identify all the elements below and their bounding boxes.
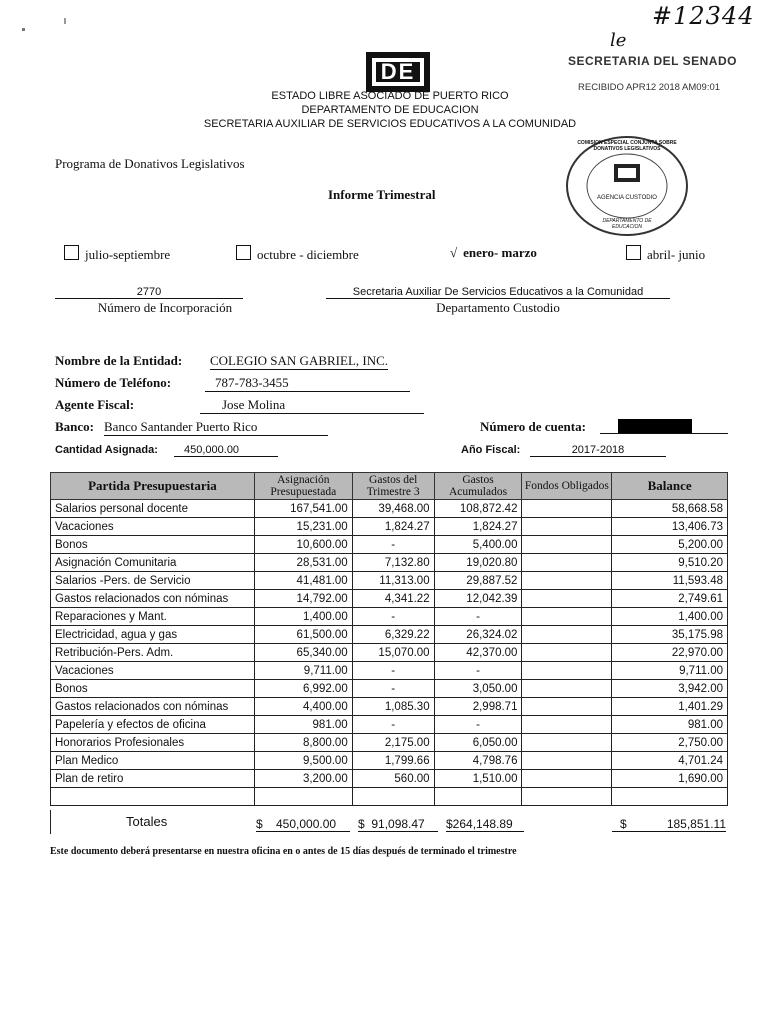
seal-ring-bottom: DEPARTAMENTO DE EDUCACION [602, 218, 652, 230]
cell-asignacion: 167,541.00 [254, 500, 352, 518]
cell-asignacion [254, 788, 352, 806]
cell-acumulados: 12,042.39 [434, 590, 522, 608]
cell-trimestre: 15,070.00 [352, 644, 434, 662]
cell-acumulados: 26,324.02 [434, 626, 522, 644]
cell-obligados [522, 626, 612, 644]
account-line [600, 433, 728, 434]
cell-trimestre: - [352, 608, 434, 626]
cell-obligados [522, 680, 612, 698]
table-row [51, 662, 728, 680]
cell-asignacion: 981.00 [254, 716, 352, 734]
agent-value: Jose Molina [200, 397, 424, 414]
col-header-partida: Partida Presupuestaria [51, 473, 255, 500]
cell-partida: Plan Medico [51, 752, 255, 770]
table-header-row [51, 473, 728, 500]
cell-acumulados: 6,050.00 [434, 734, 522, 752]
cell-asignacion: 8,800.00 [254, 734, 352, 752]
scan-speck [64, 18, 66, 24]
budget-table [50, 472, 728, 806]
cell-obligados [522, 644, 612, 662]
col-header-trimestre: Gastos del Trimestre 3 [352, 473, 434, 500]
cell-acumulados: 2,998.71 [434, 698, 522, 716]
cell-asignacion: 3,200.00 [254, 770, 352, 788]
table-row [51, 734, 728, 752]
cell-trimestre: 1,085.30 [352, 698, 434, 716]
quarter-label: octubre - diciembre [257, 247, 359, 262]
table-row [51, 572, 728, 590]
cell-obligados [522, 572, 612, 590]
custodian-label: Departamento Custodio [436, 300, 560, 315]
col-header-balance: Balance [612, 473, 728, 500]
header-line-3: SECRETARIA AUXILIAR DE SERVICIOS EDUCATIVOS A LA COMUNIDAD [203, 118, 577, 130]
agent-label: Agente Fiscal: [55, 397, 135, 412]
cell-obligados [522, 752, 612, 770]
cell-trimestre: - [352, 536, 434, 554]
cell-balance: 2,749.61 [612, 590, 728, 608]
cell-balance: 1,690.00 [612, 770, 728, 788]
cell-asignacion: 61,500.00 [254, 626, 352, 644]
cell-asignacion: 10,600.00 [254, 536, 352, 554]
checkbox-octubre[interactable] [236, 245, 251, 260]
cell-partida: Bonos [51, 680, 255, 698]
cell-balance: 1,401.29 [612, 698, 728, 716]
incorporation-value: 2770 [55, 286, 243, 299]
header-line-2: DEPARTAMENTO DE EDUCACION [301, 104, 479, 116]
total-asignacion: $ 450,000.00 [256, 817, 350, 832]
header-line-1: ESTADO LIBRE ASOCIADO DE PUERTO RICO [271, 90, 509, 102]
assigned-label: Cantidad Asignada: [55, 444, 158, 456]
cell-obligados [522, 518, 612, 536]
cell-acumulados: 108,872.42 [434, 500, 522, 518]
table-row [51, 554, 728, 572]
table-row [51, 752, 728, 770]
cell-balance: 22,970.00 [612, 644, 728, 662]
cell-asignacion: 65,340.00 [254, 644, 352, 662]
cell-obligados [522, 662, 612, 680]
cell-balance: 58,668.58 [612, 500, 728, 518]
cell-obligados [522, 554, 612, 572]
total-acumulados: $264,148.89 [446, 817, 524, 832]
cell-partida: Bonos [51, 536, 255, 554]
totals-left-line [50, 810, 51, 834]
quarter-enero[interactable] [450, 245, 537, 261]
table-row [51, 698, 728, 716]
cell-partida: Papelería y efectos de oficina [51, 716, 255, 734]
col-header-acumulados: Gastos Acumulados [434, 473, 522, 500]
cell-partida: Salarios personal docente [51, 500, 255, 518]
quarter-octubre[interactable] [236, 245, 359, 263]
cell-partida: Asignación Comunitaria [51, 554, 255, 572]
check-mark: √ [450, 245, 458, 260]
cell-balance: 5,200.00 [612, 536, 728, 554]
cell-asignacion: 9,500.00 [254, 752, 352, 770]
cell-obligados [522, 770, 612, 788]
program-label: Programa de Donativos Legislativos [55, 156, 245, 171]
cell-trimestre: 39,468.00 [352, 500, 434, 518]
table-row [51, 518, 728, 536]
table-row [51, 716, 728, 734]
phone-label: Número de Teléfono: [55, 375, 172, 390]
phone-value: 787-783-3455 [205, 375, 410, 392]
cell-asignacion: 6,992.00 [254, 680, 352, 698]
cell-obligados [522, 500, 612, 518]
table-row [51, 590, 728, 608]
cell-balance: 2,750.00 [612, 734, 728, 752]
cell-acumulados: 1,824.27 [434, 518, 522, 536]
fiscal-year-value: 2017-2018 [530, 444, 666, 457]
quarter-label: enero- marzo [463, 245, 537, 260]
col-header-obligados: Fondos Obligados [522, 473, 612, 500]
table-body [51, 500, 728, 806]
cell-partida: Vacaciones [51, 662, 255, 680]
cell-trimestre: - [352, 680, 434, 698]
cell-obligados [522, 788, 612, 806]
cell-partida: Plan de retiro [51, 770, 255, 788]
table-row [51, 500, 728, 518]
cell-asignacion: 1,400.00 [254, 608, 352, 626]
cell-balance: 981.00 [612, 716, 728, 734]
cell-acumulados: 42,370.00 [434, 644, 522, 662]
cell-asignacion: 4,400.00 [254, 698, 352, 716]
cell-acumulados: 29,887.52 [434, 572, 522, 590]
cell-acumulados: - [434, 608, 522, 626]
total-balance-symbol: $ [620, 817, 627, 831]
cell-asignacion: 9,711.00 [254, 662, 352, 680]
table-row [51, 680, 728, 698]
table-row [51, 770, 728, 788]
quarter-abril[interactable] [626, 245, 705, 263]
cell-obligados [522, 590, 612, 608]
custodian-seal [566, 136, 688, 236]
handwritten-number: #12344 [652, 2, 755, 30]
quarter-label: julio-septiembre [85, 247, 171, 262]
cell-obligados [522, 536, 612, 554]
cell-balance: 3,942.00 [612, 680, 728, 698]
cell-trimestre: 560.00 [352, 770, 434, 788]
cell-asignacion: 14,792.00 [254, 590, 352, 608]
cell-acumulados: - [434, 662, 522, 680]
cell-partida: Salarios -Pers. de Servicio [51, 572, 255, 590]
scan-speck [22, 28, 25, 31]
cell-balance: 1,400.00 [612, 608, 728, 626]
account-label: Número de cuenta: [480, 419, 586, 434]
report-title: Informe Trimestral [328, 187, 436, 202]
cell-balance [612, 788, 728, 806]
seal-center: AGENCIA CUSTODIO [597, 195, 657, 201]
table-row [51, 608, 728, 626]
cell-acumulados: 1,510.00 [434, 770, 522, 788]
cell-obligados [522, 716, 612, 734]
incorporation-label: Número de Incorporación [97, 300, 233, 315]
department-logo [366, 52, 430, 92]
cell-trimestre: - [352, 716, 434, 734]
cell-trimestre: 2,175.00 [352, 734, 434, 752]
quarter-label: abril- junio [647, 247, 706, 262]
cell-balance: 13,406.73 [612, 518, 728, 536]
account-redaction [618, 419, 692, 434]
entity-label: Nombre de la Entidad: [55, 353, 183, 368]
cell-asignacion: 41,481.00 [254, 572, 352, 590]
cell-trimestre: 4,341.22 [352, 590, 434, 608]
cell-partida: Reparaciones y Mant. [51, 608, 255, 626]
cell-partida: Honorarios Profesionales [51, 734, 255, 752]
handwritten-initials: le [610, 30, 627, 51]
col-header-asignacion: Asignación Presupuestada [254, 473, 352, 500]
cell-balance: 35,175.98 [612, 626, 728, 644]
cell-trimestre: 7,132.80 [352, 554, 434, 572]
cell-obligados [522, 734, 612, 752]
fiscal-year-label: Año Fiscal: [461, 444, 521, 456]
cell-trimestre: 6,329.22 [352, 626, 434, 644]
total-trimestre: $ 91,098.47 [358, 817, 438, 832]
custodian-value: Secretaria Auxiliar De Servicios Educativos a la Comunidad [326, 286, 670, 299]
cell-acumulados: 3,050.00 [434, 680, 522, 698]
cell-asignacion: 28,531.00 [254, 554, 352, 572]
total-balance: 185,851.11 [612, 817, 726, 832]
cell-trimestre: 11,313.00 [352, 572, 434, 590]
assigned-value: 450,000.00 [174, 444, 278, 457]
quarter-julio[interactable] [64, 245, 170, 263]
cell-balance: 9,711.00 [612, 662, 728, 680]
table-row [51, 626, 728, 644]
cell-trimestre [352, 788, 434, 806]
cell-trimestre: 1,824.27 [352, 518, 434, 536]
cell-asignacion: 15,231.00 [254, 518, 352, 536]
cell-trimestre: 1,799.66 [352, 752, 434, 770]
totals-label: Totales [126, 814, 168, 829]
cell-balance: 11,593.48 [612, 572, 728, 590]
cell-trimestre: - [352, 662, 434, 680]
cell-acumulados: 19,020.80 [434, 554, 522, 572]
cell-balance: 9,510.20 [612, 554, 728, 572]
checkbox-julio[interactable] [64, 245, 79, 260]
stamp-received: RECIBIDO APR12 2018 AM09:01 [578, 82, 721, 93]
cell-acumulados: 5,400.00 [434, 536, 522, 554]
footer-note: Este documento deberá presentarse en nuestra oficina en o antes de 15 días después de terminado el trimestre [50, 846, 517, 857]
checkbox-abril[interactable] [626, 245, 641, 260]
table-row [51, 536, 728, 554]
logo-letters: DE [380, 59, 416, 84]
cell-partida: Retribución-Pers. Adm. [51, 644, 255, 662]
cell-acumulados: 4,798.76 [434, 752, 522, 770]
cell-partida: Vacaciones [51, 518, 255, 536]
table-row [51, 788, 728, 806]
cell-acumulados: - [434, 716, 522, 734]
cell-acumulados [434, 788, 522, 806]
cell-partida [51, 788, 255, 806]
entity-value: COLEGIO SAN GABRIEL, INC. [210, 353, 389, 368]
cell-balance: 4,701.24 [612, 752, 728, 770]
table-row [51, 644, 728, 662]
cell-partida: Gastos relacionados con nóminas [51, 698, 255, 716]
seal-ring-top: COMISION ESPECIAL CONJUNTA SOBRE DONATIVOS LEGISLATIVOS [577, 140, 677, 152]
cell-obligados [522, 608, 612, 626]
cell-partida: Gastos relacionados con nóminas [51, 590, 255, 608]
stamp-title: SECRETARIA DEL SENADO [568, 54, 737, 68]
cell-partida: Electricidad, agua y gas [51, 626, 255, 644]
bank-value: Banco Santander Puerto Rico [104, 419, 328, 436]
cell-obligados [522, 698, 612, 716]
bank-label: Banco: [55, 419, 94, 434]
